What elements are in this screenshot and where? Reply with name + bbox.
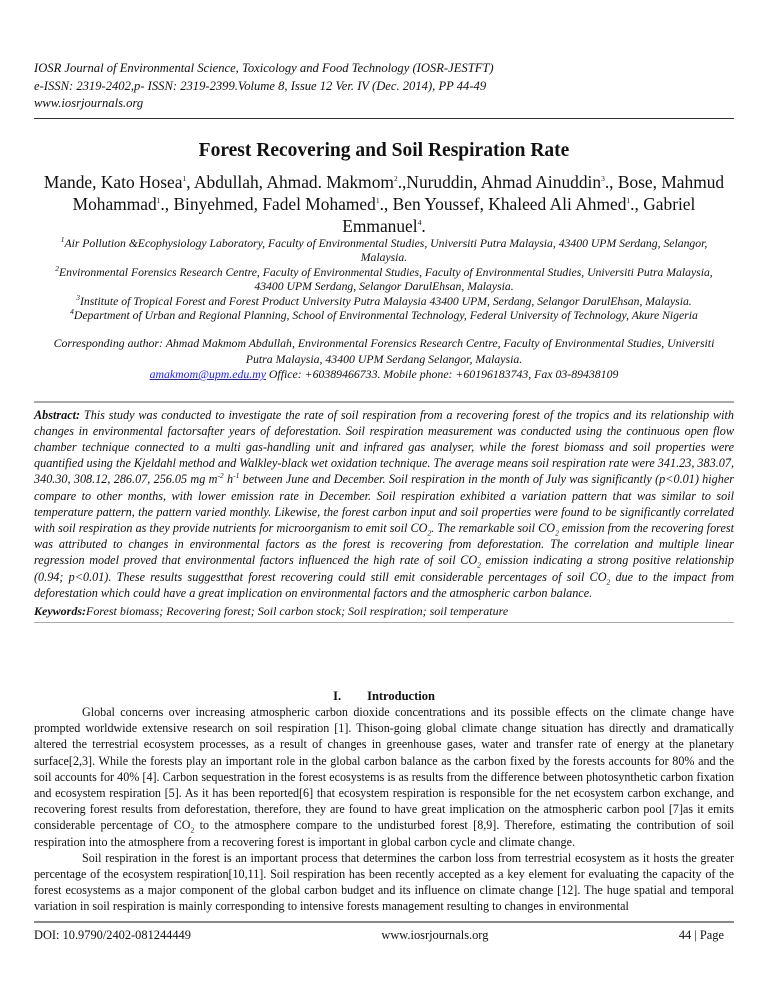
author-name: Mande, Kato Hosea bbox=[43, 171, 183, 192]
section-title: Introduction bbox=[367, 689, 435, 703]
author-name: ., Ben Youssef, Khaleed Ali Ahmed bbox=[379, 193, 627, 214]
footer-divider bbox=[34, 921, 734, 923]
affiliations bbox=[40, 234, 728, 325]
abstract-text: emission from the recovering forest was attributed to changes in environmental factors as the forest is recovering from deforestation. The correlation and multiple linear regression model proved that environmental factors influenced the high rate of soil CO bbox=[34, 520, 734, 568]
subscript: 2 bbox=[477, 560, 481, 570]
keywords-label: Keywords: bbox=[34, 604, 86, 618]
paragraph-text: to the atmosphere compare to the undisturbed forest [8,9]. Therefore, estimating the contribution of soil respiration into the atmosphere from a recovering forest is important in global carbon cycle and climate change. bbox=[34, 818, 734, 849]
superscript: 1 bbox=[375, 195, 380, 205]
superscript: -2 bbox=[217, 471, 224, 481]
abstract-divider bbox=[34, 401, 734, 403]
keywords bbox=[34, 603, 734, 619]
paper-title: Forest Recovering and Soil Respiration Rate bbox=[198, 139, 570, 161]
keywords-divider bbox=[34, 622, 734, 623]
abstract-text: between June and December. Soil respiration in the month of July was significantly (p<0.01) higher compare to other months, with lower emission rate in December. Soil respiration exhibited a variation pattern that was similar to soil temperature pattern, the pattern varied monthly. Likewise, the forest carbon input and soil properties were found to be significantly correlated with soil respiration as they provide nutrients for microorganism to emit soil CO bbox=[34, 472, 735, 535]
journal-name: IOSR Journal of Environmental Science, Toxicology and Food Technology (IOSR-JESTFT) bbox=[34, 61, 494, 75]
header-divider bbox=[34, 118, 734, 119]
subscript: 2 bbox=[606, 577, 611, 587]
affiliation-text: Institute of Tropical Forest and Forest Product University Putra Malaysia 43400 UPM, Serdang, Selangor DarulEhsan, Malaysia. bbox=[80, 294, 692, 308]
journal-website: www.iosrjournals.org bbox=[34, 96, 144, 110]
section-number: I. bbox=[333, 689, 342, 703]
abstract-text: This study was conducted to investigate the rate of soil respiration from a recovering forest of the tropics and its relationship with changes in environmental factorsafter years of deforestation. Soil respiration measurement was conducted using the continuous open flow chamber technique connected to a multi gas-handling unit and infrared gas analyser, while the forest biomass and soil properties were quantified using the Kjeldahl method and Walkley-black wet oxidation technique. The average means soil respiration rate were 341.23, 383.07, 340.30, 308.12, 286.07, 256.05 mg m bbox=[34, 407, 734, 487]
affiliation-number: 3 bbox=[76, 292, 81, 302]
affiliation-number: 1 bbox=[60, 234, 65, 244]
author-name: ., Gabriel Emmanuel bbox=[342, 193, 696, 236]
author-name: ., Bose, Mahmud Mohammad bbox=[72, 171, 725, 214]
paragraph-text: Global concerns over increasing atmospheric carbon dioxide concentrations and its possible effects on the climate change have prompted worldwide extensive research on soil respiration [1]. Thison-going global climate change situation has directly and dramatically altered the terrestrial ecosystem processes, as a result of changes in greenhouse gases, water and transfer rate of energy at the planetary surface[2,3]. While the forests play an important role in the global carbon balance as the carbon fixed by the forests accounts for 80% and the soil accounts for 40% [4]. Carbon sequestration in the forest ecosystems is as results from the difference between photosynthetic carbon fixation and ecosystem respiration [5]. As it has been reported[6] that ecosystem respiration is responsible for the net ecosystem carbon exchange, and recovering forest results from deforestation, therefore, they are found to have great implication on the atmospheric carbon pool [7]as it emits considerable percentage of CO bbox=[34, 705, 734, 833]
abstract-label: Abstract: bbox=[34, 407, 81, 422]
paragraph-text: Soil respiration in the forest is an important process that determines the carbon loss from terrestrial ecosystem as it hosts the greater percentage of the ecosystem respiration[10,11]. Soil respiration has been recently accepted as a key element for evaluating the capacity of the forest ecosystems as a major component of the global carbon budget and its influence on climate change [12]. The huge spatial and temporal variation in soil respiration is mainly corresponding to intensive forests management resulting to changes in environmental bbox=[34, 850, 734, 914]
footer-website: www.iosrjournals.org bbox=[381, 927, 489, 942]
author-name: ., Binyehmed, Fadel Mohamed bbox=[160, 193, 376, 214]
subscript: 2 bbox=[555, 528, 559, 538]
journal-header bbox=[34, 60, 734, 113]
page-footer bbox=[34, 927, 724, 943]
abstract-text: due to the impact from deforestation which could have a great implication on environmental factors and the atmospheric carbon balance. bbox=[34, 569, 734, 600]
superscript: 2 bbox=[393, 173, 398, 183]
superscript: -1 bbox=[233, 471, 240, 481]
affiliation-number: 2 bbox=[55, 263, 59, 273]
author-list bbox=[40, 171, 728, 237]
corresponding-text: Corresponding author: Ahmad Makmom Abdullah, Environmental Forensics Research Centre, Faculty of Environmental Studies, Universiti Putra Malaysia, 43400 UPM Serdang Selangor, Malaysia. bbox=[53, 336, 715, 366]
introduction-body bbox=[34, 704, 734, 915]
paragraph bbox=[34, 704, 734, 850]
affiliation-text: Department of Urban and Regional Planning, School of Environmental Technology, Federal University of Technology, Akure Nigeria bbox=[73, 309, 698, 323]
affiliation bbox=[40, 292, 728, 310]
abstract-text: emission indicating a strong positive relationship (0.94; p<0.01). These results suggestthat forest recovering could still emit considerable percentages of soil CO bbox=[34, 553, 734, 584]
affiliation bbox=[40, 263, 728, 295]
superscript: 3 bbox=[601, 173, 605, 183]
subscript: 2 bbox=[190, 825, 195, 835]
footer-page-number: 44 | Page bbox=[678, 927, 724, 942]
abstract bbox=[34, 407, 734, 601]
subscript: 2 bbox=[427, 528, 432, 538]
author-name: . bbox=[421, 215, 426, 236]
email-link[interactable]: amakmom@upm.edu.my bbox=[149, 367, 266, 382]
author-name: , Abdullah, Ahmad. Makmom bbox=[186, 171, 394, 192]
author-name: .,Nuruddin, Ahmad Ainuddin bbox=[397, 171, 602, 192]
affiliation-text: Environmental Forensics Research Centre, Faculty of Environmental Studies, Faculty of Environmental Studies, Universiti Putra Malaysia, 43400 UPM Serdang, Selangor DarulEhsan, Malaysia. bbox=[59, 265, 713, 294]
paragraph bbox=[34, 850, 734, 915]
affiliation bbox=[40, 234, 728, 266]
keywords-text: Forest biomass; Recovering forest; Soil carbon stock; Soil respiration; soil temperature bbox=[86, 604, 509, 618]
abstract-text: . The remarkable soil CO bbox=[431, 520, 556, 535]
superscript: 4 bbox=[417, 217, 422, 227]
superscript: 1 bbox=[182, 173, 187, 183]
contact-numbers: Office: +60389466733. Mobile phone: +60196183743, Fax 03-89438109 bbox=[265, 367, 619, 382]
section-heading bbox=[34, 689, 734, 704]
corresponding-author bbox=[40, 336, 728, 383]
journal-issn: e-ISSN: 2319-2402,p- ISSN: 2319-2399.Volume 8, Issue 12 Ver. IV (Dec. 2014), PP 44-49 bbox=[34, 78, 487, 93]
superscript: 1 bbox=[156, 195, 161, 205]
affiliation-number: 4 bbox=[70, 307, 74, 317]
superscript: 1 bbox=[626, 195, 631, 205]
affiliation bbox=[40, 309, 728, 324]
footer-doi: DOI: 10.9790/2402-081244449 bbox=[34, 927, 191, 942]
abstract-text: h bbox=[223, 472, 234, 487]
affiliation-text: Air Pollution &Ecophysiology Laboratory, Faculty of Environmental Studies, Universiti Putra Malaysia, 43400 UPM Serdang, Selangor, Malaysia. bbox=[64, 236, 708, 265]
